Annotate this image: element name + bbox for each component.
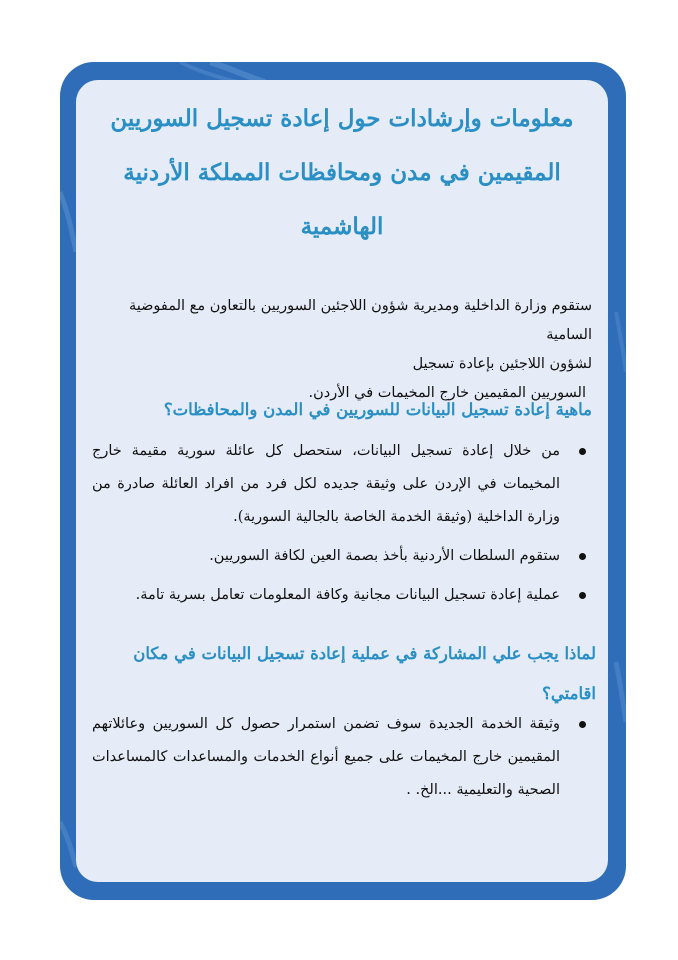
list-item-text: وثيقة الخدمة الجديدة سوف تضمن استمرار حصول كل السوريين وعائلاتهم المقيمين خارج المخيمات على جميع أنواع الخدمات والمساعدات كالمساعدات الصحية والتعليمية ...الخ. . <box>92 716 560 798</box>
bullet-icon <box>579 448 586 455</box>
list-item <box>92 579 594 612</box>
intro-line: ستقوم وزارة الداخلية ومديرية شؤون اللاجئين السوريين بالتعاون مع المفوضية السامية <box>128 298 592 343</box>
content-panel <box>76 80 608 882</box>
bullet-icon <box>579 592 586 599</box>
list-item-text: من خلال إعادة تسجيل البيانات، ستحصل كل عائلة سورية مقيمة خارج المخيمات في الإردن على وثيقة جديده لكل فرد من افراد العائلة صادرة من وزارة الداخلية (وثيقة الخدمة الخاصة بالجالية السورية). <box>92 443 560 525</box>
list-item-text: عملية إعادة تسجيل البيانات مجانية وكافة المعلومات تعامل بسرية تامة. <box>135 587 560 603</box>
bullet-icon <box>579 721 586 728</box>
section-why-list <box>92 708 594 813</box>
intro-line: لشؤون اللاجئين بإعادة تسجيل <box>412 356 592 372</box>
section-heading-what: ماهية إعادة تسجيل البيانات للسوريين في المدن والمحافظات؟ <box>163 400 592 419</box>
list-item <box>92 708 594 807</box>
bullet-icon <box>579 553 586 560</box>
section-heading-why: لماذا يجب علي المشاركة في عملية إعادة تسجيل البيانات في مكان اقامتي؟ <box>133 644 596 703</box>
section-what-list <box>92 435 594 618</box>
page-title: معلومات وإرشادات حول إعادة تسجيل السوريين المقيمين في مدن ومحافظات المملكة الأردنية الهاشمية <box>110 105 574 240</box>
intro-line: السوريين المقيمين خارج المخيمات في الأردن. <box>308 385 586 401</box>
list-item <box>92 435 594 534</box>
list-item-text: ستقوم السلطات الأردنية بأخذ بصمة العين لكافة السوريين. <box>209 548 560 564</box>
list-item <box>92 540 594 573</box>
